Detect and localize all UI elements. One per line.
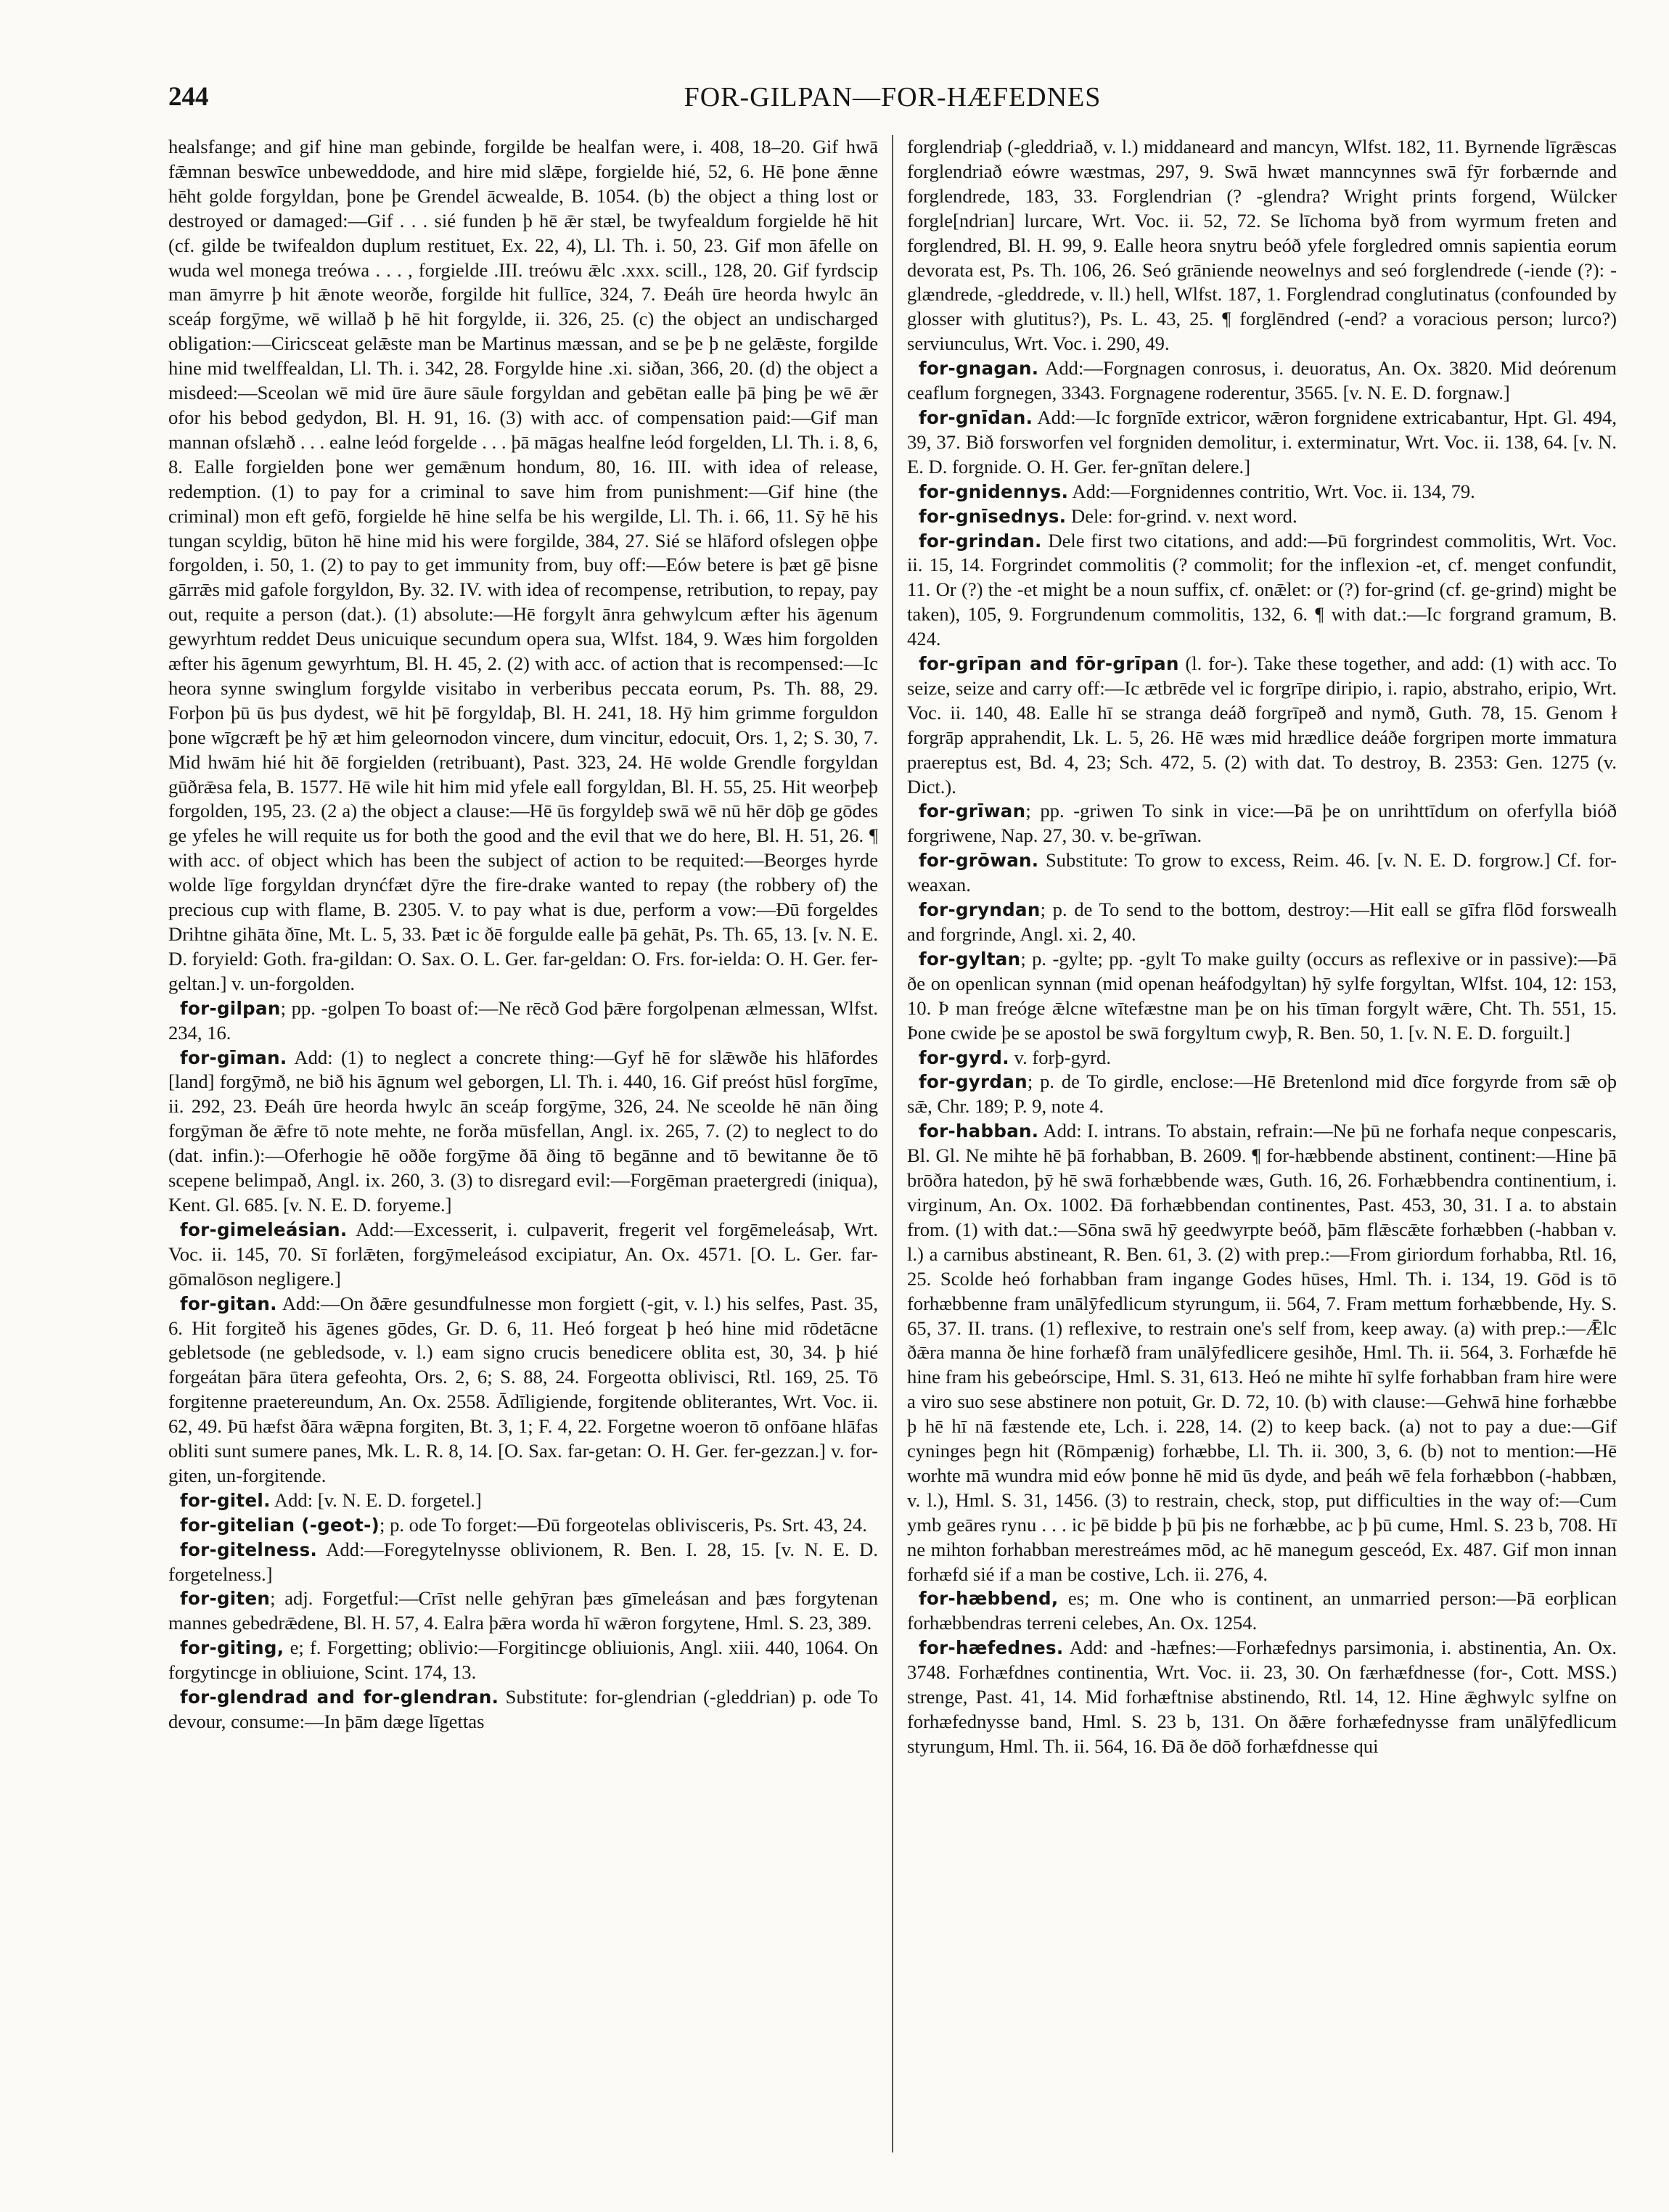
entry-headword: for-gyrdan [919,1071,1028,1093]
dictionary-entry [907,406,1617,480]
entry-text: Add: and -hæfnes:—Forhæfednys parsimonia, i. abstinentia, An. Ox. 3748. Forhæfdnes continentia, Wrt. Voc. ii. 23, 30. On færhæfdnesse (for-, Cott. MSS.) strenge, Past. 41, 14. Mid forhæftnise abstinendo, Rtl. 14, 12. Hine ǣghwylc sylfne on forhæfednysse band, Hml. S. 23 b, 131. On ðǣre forhæfednysse fram unālȳfedlicum styrungum, Hml. Th. ii. 564, 16. Ðā ðe dōð forhæfdnesse qui [907,1637,1617,1757]
entry-headword: for-gilpan [180,997,281,1019]
entry-text: forglendriaþ (-gleddriað, v. l.) middaneard and mancyn, Wlfst. 182, 11. Byrnende līgrǣscas forglendriað eówre wæstmas, 297, 9. Swā hwæt manncynnes swā fȳr forbærnde and forglendrede, 183, 33. Forglendrian (? -glendra? Wright prints forgend, Wülcker forgle[ndrian] lurcare, Wrt. Voc. ii. 52, 72. Se līchoma byð from wyrmum freten and forglendred, Bl. H. 99, 9. Ealle heora snytru beóð yfele forgledred omnis sapientia eorum devorata est, Ps. Th. 106, 26. Seó grāniende neowelnys and seó forglendrede (-iende (?): -glændrede, -gleddrede, v. ll.) hell, Wlfst. 187, 1. Forglendrad conglutinatus (confounded by glosser with glutitus?), Ps. L. 43, 25. ¶ forglēndred (-end? a voracious person; lurco?) serviunculus, Wrt. Voc. i. 290, 49. [907,136,1617,355]
dictionary-entry [168,1218,878,1292]
left-column [168,135,878,2152]
dictionary-entry [907,652,1617,799]
dictionary-entry [168,1513,878,1538]
entry-headword: for-giten [180,1588,271,1610]
entry-headword: for-gnagan. [919,358,1039,380]
entry-text: Add:—Foregytelnysse oblivionem, R. Ben. I. 28, 15. [v. N. E. D. forgetelness.] [168,1538,878,1585]
entry-text: ; adj. Forgetful:—Crīst nelle gehȳran þæs gīmeleásan and þæs forgytenan mannes gebedrǣdene, Bl. H. 57, 4. Ealra þǣra worda hī wǣron forgytene, Hml. S. 23, 389. [168,1587,878,1634]
entry-headword: for-gitan. [180,1293,277,1314]
entry-headword: for-gīman. [180,1046,287,1068]
entry-headword: for-gyltan [919,948,1021,970]
entry-text: ; p. -gylte; pp. -gylt To make guilty (occurs as reflexive or in passive):—Þā ðe on openlican synnan (mid openan heáfodgyltan) hȳ sylfe forgyltan, Wlfst. 104, 12: 153, 10. Þ man freóge ǣlcne wītefæstne man þe on his tīman forgylt wǣre, Cht. Th. 551, 15. Þone cwide þe se apostol be swā forgyltum cwyþ, R. Ben. 50, 1. [v. N. E. D. forguilt.] [907,947,1617,1044]
dictionary-entry [168,1636,878,1685]
entry-headword: for-grindan. [919,530,1042,552]
dictionary-entry [907,1070,1617,1119]
entry-headword: for-gitelness. [180,1539,318,1560]
entry-headword: for-glendrad and for-glendran. [180,1687,499,1708]
right-column [907,135,1617,2152]
entry-headword: for-gnīdan. [919,406,1033,428]
entry-text: Add: I. intrans. To abstain, refrain:—Ne þū ne forhafa neque conpescaris, Bl. Gl. Ne mihte hē þā forhabban, B. 2609. ¶ for-hæbbende abstinent, continent:—Hine þā brōðra hatedon, þȳ hē swā forhæbbende wæs, Guth. 16, 26. Forhæbbendra continentium, i. virginum, An. Ox. 1002. Ðā forhæbbendan continentes, Past. 453, 30, 31. I a. to abstain from. (1) with dat.:—Sōna swā hȳ geedwyrpte beóð, þām flǣscǣte forhæbben (-habban v. l.) a carnibus abstineant, R. Ben. 61, 3. (2) with prep.:—From giriordum forhabba, Rtl. 16, 25. Scolde heó forhabban fram ingange Godes hūses, Hml. Th. i. 134, 19. Gōd is tō forhæbbenne fram unālȳfedlicum styrungum, ii. 564, 7. Fram mettum forhæbbende, Hy. S. 65, 37. II. trans. (1) reflexive, to restrain one's self from, keep away. (a) with prep.:—Ǣlc ðǣra manna ðe hine forhæfð fram unālȳfedlicere gesihðe, Hml. Th. ii. 564, 3. Forhæfde hē hine fram his gebeórscipe, Hml. S. 31, 613. Heó ne mihte hī sylfe forhabban fram hire were a viro suo sese abstinere non potuit, Gr. D. 72, 10. (b) with clause:—Gehwā hine forhæbbe þ hē hī nā fæstende ete, Lch. i. 228, 14. (2) to keep back. (a) not to pay a due:—Gif cyninges þegn hit (Rōmpænig) forhæbbe, Ll. Th. ii. 300, 3, 6. (b) not to mention:—Hē worhte mā wundra mid eów þonne hē mid ūs dyde, and þeáh wē fela forhæbbon (-habbæn, v. l.), Hml. S. 31, 1456. (3) to restrain, check, stop, put difficulties in the way of:—Cum ymb geāres rynu . . . ic þē bidde þ þū þis ne forhæbbe, ac þ þū cume, Hml. S. 23 b, 708. Hī ne mihton forhabban merestreámes mōd, ac hē manegum gesceód, Ex. 487. Gif mon innan forhæfd sié if a man be costive, Lch. ii. 276, 4. [907,1120,1617,1585]
entry-headword: for-gitelian (-geot-) [180,1514,380,1536]
running-head: FOR-GILPAN—FOR-HÆFEDNES [684,82,1102,112]
entry-text: Substitute: for-glendrian (-gleddrian) p. ode To devour, consume:—In þām dæge līgettas [168,1686,878,1732]
entry-text: Dele first two citations, and add:—Þū forgrindest commolitis, Wrt. Voc. ii. 15, 14. Forgrindet commolitis (? commolit; for the inflexion -et, cf. menget confundit, 11. Or (?) the -et might be a noun suffix, cf. onǣlet: or (?) for-grind (cf. ge-grind) might be taken), 105, 9. Forgrundenum commolitis, 132, 6. ¶ with dat.:—Ic forgrand gramum, B. 424. [907,529,1617,650]
page-header [168,81,1617,118]
entry-headword: for-grīwan [919,800,1026,822]
text-columns [168,135,1617,2152]
entry-text: Dele: for-grind. v. next word. [1066,504,1297,527]
dictionary-entry [168,1685,878,1734]
dictionary-entry [907,799,1617,848]
dictionary-entry [168,1292,878,1488]
entry-headword: for-gnīsednys. [919,505,1067,527]
entry-headword: for-giting, [180,1637,284,1659]
entry-text: ; p. de To girdle, enclose:—Hē Bretenlond mid dīce forgyrde from sǣ oþ sǣ, Chr. 189; P. 9, note 4. [907,1070,1617,1118]
dictionary-entry [907,529,1617,652]
entry-text: ; p. de To send to the bottom, destroy:—Hit eall se gīfra flōd forswealh and forgrinde, Angl. xi. 2, 40. [907,898,1617,945]
dictionary-entry [168,996,878,1046]
entry-text: Add:—On ðǣre gesundfulnesse mon forgiett (-git, v. l.) his selfes, Past. 35, 6. Hit forgiteð his āgenes gōdes, Gr. D. 6, 11. Heó forgeat þ heó hine mid rōdetācne gebletsode (ne gebledsode, v. l.) eam signo crucis benedicere oblita est, 30, 34. þ hié forgeátan þāra ūtera gefeohta, Ors. 2, 6; S. 88, 24. Forgeotta oblivisci, Rtl. 169, 25. Tō forgitenne praetereundum, An. Ox. 2558. Ādīligiende, forgitende obliterantes, Wrt. Voc. ii. 62, 49. Þū hæfst ðāra wǣpna forgiten, Bt. 3, 1; F. 4, 22. Forgetne woeron tō onfōane hlāfas obliti sunt sumere panes, Mk. L. R. 8, 14. [O. Sax. far-getan: O. H. Ger. fer-gezzan.] v. for-giten, un-forgitende. [168,1292,878,1486]
dictionary-entry [907,1119,1617,1586]
entry-headword: for-gitel. [180,1489,271,1511]
dictionary-entry [168,1586,878,1636]
page-number: 244 [168,82,209,112]
dictionary-entry [168,1488,878,1513]
entry-text: ; p. ode To forget:—Ðū forgeotelas oblivisceris, Ps. Srt. 43, 24. [380,1513,867,1536]
entry-headword: for-hæfednes. [919,1637,1064,1659]
entry-text: healsfange; and gif hine man gebinde, forgilde be healfan were, i. 408, 18–20. Gif hwā fǣmnan beswīce unbeweddode, and hire mid slǣpe, forgielde hié, 52, 6. Hē þone ǣnne hēht golde forgyldan, þone þe Grendel ācwealde, B. 1054. (b) the object a thing lost or destroyed or damaged:—Gif . . . sié funden þ hē ǣr stæl, be twyfealdum forgielde hē hit (cf. gilde be twifealdon duplum restituet, Ex. 22, 4), Ll. Th. i. 50, 23. Gif mon āfelle on wuda wel monega treówa . . . , forgielde .III. treówu ǣlc .xxx. scill., 128, 20. Gif fyrdscip man āmyrre þ hit ǣnote weorðe, forgilde hit fullīce, 324, 7. Ðeáh ūre heorda hwylc ān sceáp forgȳme, wē willað þ hē hit forgylde, ii. 326, 25. (c) the object an undischarged obligation:—Ciricsceat gelǣste man be Martinus mæssan, and se þe þ ne gelǣste, forgilde hine mid twelffealdan, Ll. Th. i. 342, 28. Forgylde hine .xi. siðan, 366, 20. (d) the object a misdeed:—Sceolan wē mid ūre āure sāule forgyldan and gebētan ealle þā þing þe wē ǣr ofor his bebod gedydon, Bl. H. 91, 16. (3) with acc. of compensation paid:—Gif man mannan ofslæhð . . . ealne leód forgelde . . . þā māgas healfne leód forgelden, Ll. Th. i. 8, 6, 8. Ealle forgielden þone wer gemǣnum hondum, 80, 16. III. with idea of release, redemption. (1) to pay for a criminal to save him from punishment:—Gif hine (the criminal) mon eft gefō, forgielde hē hine selfa be his wergilde, Ll. Th. i. 66, 11. Sȳ hē his tungan scyldig, būton hē hine mid his were forgilde, 384, 27. Sié se hlāford ofslegen oþþe forgolden, i. 50, 1. (2) to pay to get immunity from, buy off:—Eów betere is þæt gē þisne gārrǣs mid gafole forgyldon, By. 32. IV. with idea of recompense, retribution, to repay, pay out, requite a person (dat.). (1) absolute:—Hē forgylt ānra gehwylcum æfter his āgenum gewyrhtum reddet Deus unicuique secundum opera sua, Wlfst. 184, 9. Wæs him forgolden æfter his āgenum gewyrhtum, Bl. H. 45, 2. (2) with acc. of action that is recompensed:—Ic heora synne swinglum forgylde visitabo in verberibus peccata eorum, Ps. Th. 88, 29. Forþon þū ūs þus dydest, wē hit þē forgyldaþ, Bl. H. 241, 18. Hȳ him grimme forguldon þone wīgcræft þe hȳ æt him geleornodon vincere, dum vincitur, edocuit, Ors. 1, 2; S. 30, 7. Mid hwām hié hit ðē forgielden (retribuant), Past. 323, 24. Hē wolde Grendle forgyldan gūðrǣsa fela, B. 1577. Hē wile hit him mid yfele eall forgyldan, Bl. H. 55, 25. Hit weorþeþ forgolden, 195, 23. (2 a) the object a clause:—Hē ūs forgyldeþ swā wē nū hēr dōþ ge gōdes ge yfeles he will requite us for both the good and the evil that we do here, Bl. H. 51, 26. ¶ with acc. of object which has been the subject of action to be requited:—Beorges hyrde wolde līge forgyldan drynćfæt dȳre the fire-drake wanted to repay (the robbery of) the precious cup with flame, B. 2305. V. to pay what is due, perform a vow:—Ðū forgeldes Drihtne gihāta ðīne, Mt. L. 5, 33. Þæt ic ðē forgulde ealle þā gehāt, Ps. Th. 65, 13. [v. N. E. D. foryield: Goth. fra-gildan: O. Sax. O. L. Ger. far-geldan: O. Frs. for-ielda: O. H. Ger. fer-geltan.] v. un-forgolden. [168,136,878,994]
entry-headword: for-grīpan and fōr-grīpan [919,653,1179,675]
entry-headword: for-grōwan. [919,850,1039,872]
entry-text: e; f. Forgetting; oblivio:—Forgitincge obliuionis, Angl. xiii. 440, 1064. On forgytincge in obliuione, Scint. 174, 13. [168,1637,878,1684]
entry-headword: for-habban. [919,1121,1039,1142]
entry-text: ; pp. -griwen To sink in vice:—Þā þe on unrihttīdum on oferfylla bióð forgriwene, Nap. 27, 30. v. be-grīwan. [907,800,1617,847]
entry-text: (l. for-). Take these together, and add: (1) with acc. To seize, seize and carry off:—Ic ætbrēde vel ic forgrīpe diripio, i. rapio, abstraho, eripio, Wrt. Voc. ii. 140, 48. Ealle hī se stranga deáð forgrīpeð and nymð, Guth. 78, 15. Genom ł forgrāp apprahendit, Lk. L. 5, 26. Hē wæs mid hrædlice deáðe forgripen morte immatura praereptus est, Bd. 4, 23; Sch. 472, 5. (2) with dat. To destroy, B. 2353: Gen. 1275 (v. Dict.). [907,652,1617,798]
dictionary-entry [168,1538,878,1587]
entry-text: Add:—Excesserit, i. culpaverit, fregerit vel forgēmeleásaþ, Wrt. Voc. ii. 145, 70. Sī forlǣten, forgȳmeleásod excipiatur, An. Ox. 4571. [O. L. Ger. far-gōmalōson negligere.] [168,1218,878,1290]
dictionary-entry [907,356,1617,406]
entry-headword: for-gimeleásian. [180,1218,348,1240]
dictionary-entry [907,480,1617,504]
entry-text: Add: [v. N. E. D. forgetel.] [270,1488,482,1511]
entry-headword: for-gryndan [919,899,1041,921]
entry-headword: for-gnidennys. [919,480,1069,502]
entry-text: Add: (1) to neglect a concrete thing:—Gyf hē for slǣwðe his hlāfordes [land] forgȳmð, ne bið his āgnum wel geborgen, Ll. Th. i. 440, 16. Gif preóst hūsl forgīme, ii. 292, 23. Ðeáh ūre heorda hwylc ān sceáp forgȳme, 326, 24. Ne sceolde hē nān ðing forgȳman ðe ǣfre tō note mehte, ne forða mūsfellan, Angl. ix. 265, 7. (2) to neglect to do (dat. infin.):—Oferhogie hē oððe forgȳme ðā ðing tō begānne and tō bewitanne ðe tō scepene belimpað, Angl. ix. 260, 3. (3) to disregard evil:—Forgēman praetergredi (iniqua), Kent. Gl. 685. [v. N. E. D. foryeme.] [168,1046,878,1216]
entry-text: v. forþ-gyrd. [1009,1046,1111,1068]
dictionary-entry [907,848,1617,898]
entry-headword: for-hæbbend, [919,1588,1059,1610]
column-rule [892,135,893,2152]
entry-text: Add:—Forgnidennes contritio, Wrt. Voc. ii. 134, 79. [1068,480,1475,502]
entry-text: ; pp. -golpen To boast of:—Ne rēcð God þǣre forgolpenan ælmessan, Wlfst. 234, 16. [168,996,878,1044]
entry-continuation [168,135,878,996]
entry-text: Add:—Forgnagen conrosus, i. deuoratus, An. Ox. 3820. Mid deórenum ceaflum forgnegen, 3343. Forgnagene roderentur, 3565. [v. N. E. D. forgnaw.] [907,357,1617,404]
dictionary-entry [907,1046,1617,1070]
entry-text: es; m. One who is continent, an unmarried person:—Þā eorþlican forhæbbendras terreni celebes, An. Ox. 1254. [907,1587,1617,1634]
dictionary-entry [907,1586,1617,1636]
entry-text: Substitute: To grow to excess, Reim. 46. [v. N. E. D. forgrow.] Cf. for-weaxan. [907,849,1617,896]
dictionary-entry [907,898,1617,947]
entry-text: Add:—Ic forgnīde extricor, wǣron forgnidene extricabantur, Hpt. Gl. 494, 39, 37. Bið forsworfen vel forgniden demolitur, i. exterminatur, Wrt. Voc. ii. 138, 64. [v. N. E. D. forgnide. O. H. Ger. fer-gnītan delere.] [907,406,1617,478]
entry-headword: for-gyrd. [919,1046,1009,1068]
entry-continuation [907,135,1617,356]
dictionary-entry [907,947,1617,1046]
dictionary-entry [907,1636,1617,1759]
dictionary-entry [907,504,1617,529]
dictionary-entry [168,1046,878,1218]
